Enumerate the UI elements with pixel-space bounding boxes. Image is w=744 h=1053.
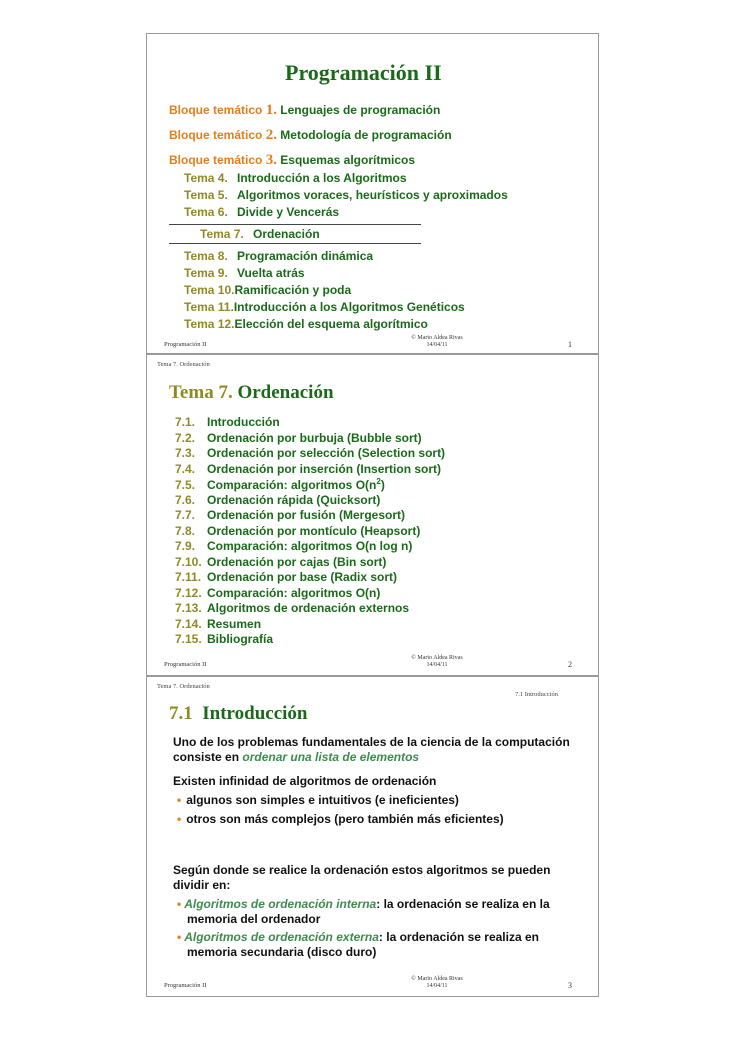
footer-course: Programación II: [164, 341, 207, 348]
paragraph-3: Según donde se realice la ordenación estos algoritmos se pueden dividir en:: [173, 863, 551, 892]
tema-item: Tema 5. Algoritmos voraces, heurísticos y aproximados: [184, 188, 508, 202]
page-number: 2: [568, 660, 572, 669]
tema-item: Tema 4. Introducción a los Algoritmos: [184, 171, 407, 185]
toc-item: 7.14. Resumen: [175, 616, 262, 631]
tema-item: Tema 9. Vuelta atrás: [184, 266, 305, 280]
slide-3: [146, 676, 599, 997]
tema-item: Tema 6. Divide y Vencerás: [184, 205, 340, 219]
intro-paragraph: Uno de los problemas fundamentales de la ciencia de la computación consiste en ordenar una lista de elementos: [173, 735, 570, 764]
divider-bottom: [169, 243, 421, 244]
bullet-item: • otros son más complejos (pero también más eficientes): [177, 812, 504, 826]
toc-item: 7.4. Ordenación por inserción (Insertion sort): [175, 461, 442, 476]
page-number: 1: [568, 340, 572, 349]
footer-course: Programación II: [164, 661, 207, 668]
paragraph-2: Existen infinidad de algoritmos de ordenación: [173, 774, 437, 788]
tema-item: Tema 10.Ramificación y poda: [184, 283, 352, 297]
tema-item: Tema 12.Elección del esquema algorítmico: [184, 317, 428, 331]
toc-item: 7.11. Ordenación por base (Radix sort): [175, 570, 398, 584]
toc-item: 7.2. Ordenación por burbuja (Bubble sort): [175, 430, 422, 445]
slide-title: Tema 7. Ordenación: [169, 382, 334, 403]
toc-item: 7.7. Ordenación por fusión (Mergesort): [175, 508, 406, 522]
slide-header: Tema 7. Ordenación: [157, 361, 210, 368]
bloque-3: Bloque temático 3. Esquemas algorítmicos: [169, 152, 416, 168]
slide-1: [146, 33, 599, 354]
footer-meta: © Mario Aldea Rivas 14/04/11: [411, 335, 463, 348]
toc-item: 7.13. Algoritmos de ordenación externos: [175, 601, 410, 615]
divider-top: [169, 224, 421, 225]
tema-item: Tema 8. Programación dinámica: [184, 249, 374, 263]
toc-item: 7.8. Ordenación por montículo (Heapsort): [175, 523, 421, 538]
tema-current: Tema 7. Ordenación: [200, 227, 320, 241]
toc-item: 7.5. Comparación: algoritmos $O(n^2)$: [175, 477, 385, 492]
toc-item: 7.10. Ordenación por cajas (Bin sort): [175, 554, 387, 569]
slide-2: [146, 354, 599, 676]
bullet-item: • Algoritmos de ordenación externa: la ordenación se realiza en memoria secundaria (disco duro): [177, 930, 539, 959]
page-number: 3: [568, 981, 572, 990]
footer-meta: © Mario Aldea Rivas 14/04/11: [411, 655, 463, 668]
bullet-item: • Algoritmos de ordenación interna: la ordenación se realiza en la memoria del ordenador: [177, 897, 550, 926]
bullet-item: • algunos son simples e intuitivos (e ineficientes): [177, 793, 459, 807]
slide-header: Tema 7. Ordenación: [157, 683, 210, 690]
toc-item: 7.15. Bibliografía: [175, 632, 274, 646]
tema-item: Tema 11.Introducción a los Algoritmos Genéticos: [184, 300, 465, 314]
toc-item: 7.6. Ordenación rápida (Quicksort): [175, 492, 381, 507]
toc-item: 7.1. Introducción: [175, 415, 280, 429]
toc-item: 7.9. Comparación: algoritmos O(n log n): [175, 539, 413, 553]
footer-course: Programación II: [164, 982, 207, 989]
slide-title: Programación II: [285, 60, 442, 85]
footer-meta: © Mario Aldea Rivas 14/04/11: [411, 976, 463, 989]
slide-title: 7.1 Introducción: [169, 703, 308, 724]
toc-item: 7.3. Ordenación por selección (Selection sort): [175, 446, 446, 460]
section-tag: 7.1 Introducción: [515, 691, 558, 698]
bloque-1: Bloque temático 1. Lenguajes de programación: [169, 102, 441, 118]
bloque-2: Bloque temático 2. Metodología de programación: [169, 127, 452, 143]
toc-item: 7.12. Comparación: algoritmos O(n): [175, 585, 381, 600]
